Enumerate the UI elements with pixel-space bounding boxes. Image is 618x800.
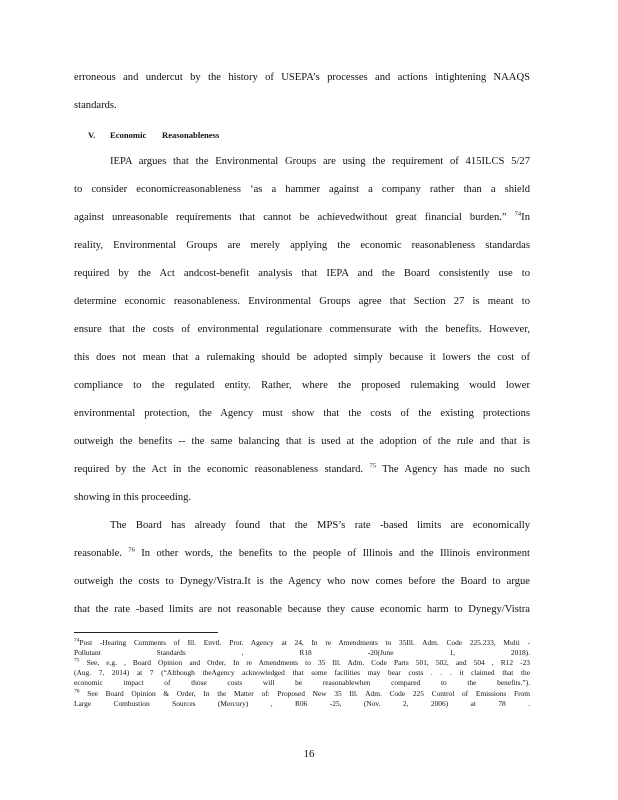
footnote-text: See, e.g. , Board Opinion and Order, In re Amendments to 35 Ill. Adm. Code Parts 501, 502, and 504 , R12 -23 — [86, 658, 530, 667]
section-heading — [88, 130, 219, 140]
body-line: outweigh the benefits -- the same balancing that is used at the adoption of the rule and that is — [74, 436, 530, 447]
footnote-separator — [74, 632, 218, 633]
footnote-marker: 76 — [74, 688, 80, 695]
body-line: standards. — [74, 100, 117, 111]
body-line: this does not mean that a rulemaking should be adopted simply because it lowers the cost of — [74, 352, 530, 363]
body-line: IEPA argues that the Environmental Groups are using the requirement of 415ILCS 5/27 — [110, 156, 530, 167]
body-line — [74, 463, 530, 477]
body-line: showing in this proceeding. — [74, 492, 192, 503]
body-line — [74, 547, 530, 561]
footnote-marker: 74 — [74, 637, 80, 644]
body-line: environmental protection, the Agency must show that the costs of the existing protections — [74, 408, 530, 419]
section-number: V. — [88, 130, 96, 140]
line-text: reasonable. — [74, 548, 122, 559]
line-text: In — [521, 212, 530, 223]
footnote-line: Large Combustion Sources (Mercury) , R06 -25, (Nov. 2, 2006) at 78 . — [74, 699, 530, 708]
footnote-line: economic impact of those costs will be reasonablewhen compared to the benefits.”). — [74, 678, 530, 687]
body-line: compliance to the regulated entity. Rather, where the proposed rulemaking would lower — [74, 380, 530, 391]
footnote-line — [74, 638, 530, 648]
footnote-ref: 74 — [514, 210, 522, 218]
footnote-marker: 75 — [74, 657, 80, 664]
footnote-line: Pollutant Standards , R18 -20(June 1, 2018). — [74, 648, 530, 657]
footnote-ref: 75 — [369, 462, 376, 470]
line-text: required by the Act in the economic reasonableness standard. — [74, 464, 364, 475]
body-line: outweigh the costs to Dynegy/Vistra.It is the Agency who now comes before the Board to argue — [74, 576, 530, 587]
footnote-line — [74, 689, 530, 699]
body-line: to consider economicreasonableness ‘as a hammer against a company rather than a shield — [74, 184, 530, 195]
body-line — [74, 211, 530, 225]
footnote-ref: 76 — [128, 546, 135, 554]
line-text: The Agency has made no such — [382, 464, 530, 475]
body-line: ensure that the costs of environmental regulationare commensurate with the benefits. However, — [74, 324, 530, 335]
footnote-text: See Board Opinion & Order, In the Matter of: Proposed New 35 Ill. Adm. Code 225 Control of Emissions From — [87, 689, 530, 698]
page-number: 16 — [303, 748, 315, 760]
footnote-line — [74, 658, 530, 668]
body-line: erroneous and undercut by the history of USEPA’s processes and actions intightening NAAQS — [74, 72, 530, 83]
body-line: determine economic reasonableness. Environmental Groups agree that Section 27 is meant to — [74, 296, 530, 307]
footnote-line: (Aug. 7, 2014) at 7 (“Although theAgency acknowledged that some facilities may bear costs . . . it claimed that the — [74, 668, 530, 677]
body-line: that the rate -based limits are not reasonable because they cause economic harm to Dynegy/Vistra — [74, 604, 530, 615]
footnote-text: Post -Hearing Comments of Ill. Envtl. Prot. Agency at 24, In re Amendments to 35Ill. Adm. Code 225.233, Multi - — [79, 638, 530, 647]
body-line: The Board has already found that the MPS’s rate -based limits are economically — [110, 520, 530, 531]
section-title-word: Economic — [110, 130, 147, 140]
body-line: required by the Act andcost-benefit analysis that IEPA and the Board consistently use to — [74, 268, 530, 279]
line-text: against unreasonable requirements that cannot be achievedwithout great financial burden.” — [74, 212, 507, 223]
section-title-word: Reasonableness — [162, 130, 220, 140]
line-text: In other words, the benefits to the people of Illinois and the Illinois environment — [141, 548, 530, 559]
body-line: reality, Environmental Groups are merely applying the economic reasonableness standardas — [74, 240, 530, 251]
